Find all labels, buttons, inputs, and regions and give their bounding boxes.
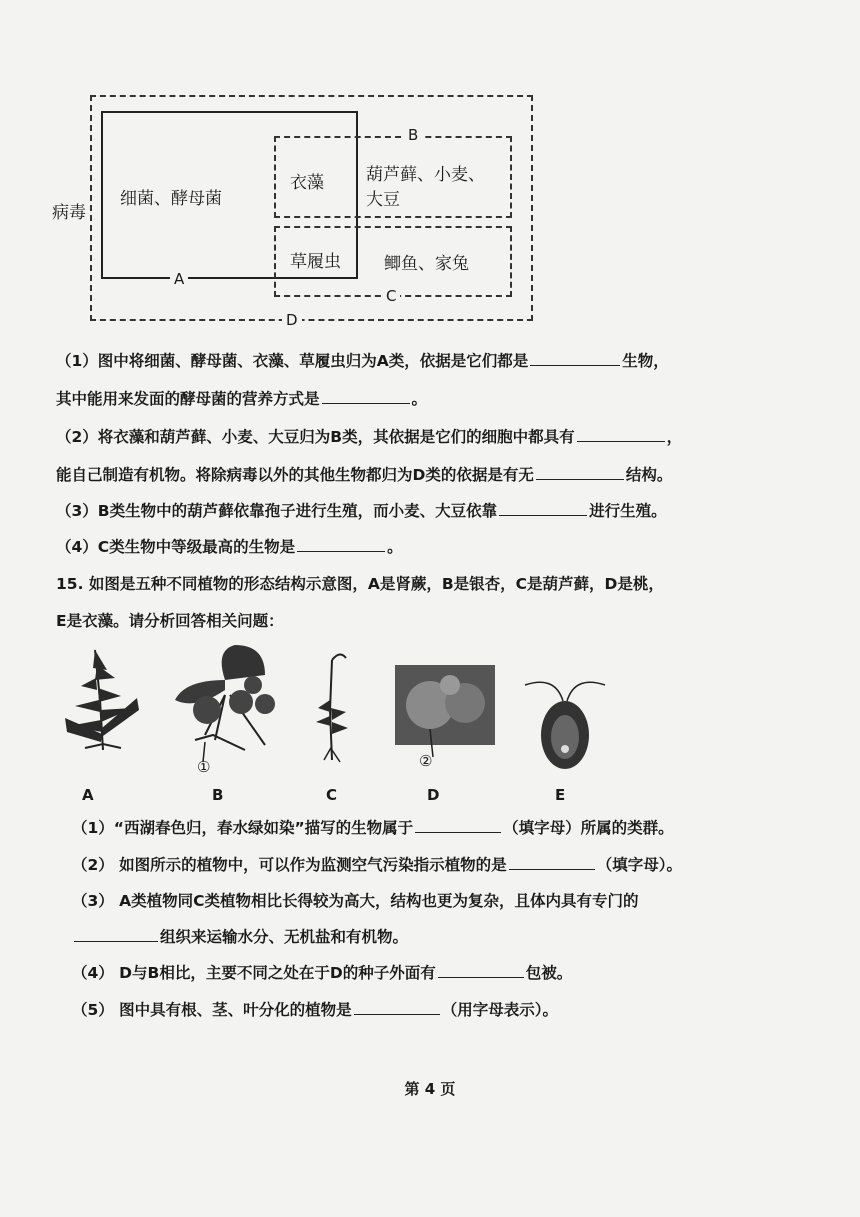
answer-blank[interactable] [438,963,524,978]
answer-blank[interactable] [297,537,385,552]
answer-blank[interactable] [499,501,587,516]
q15-part3-line2: 组织来运输水分、无机盐和有机物。 [72,925,408,947]
ginkgo-illustration [165,640,285,780]
label-c: C [382,287,400,305]
q14-part2-line2: 能自己制造有机物。将除病毒以外的其他生物都归为D类的依据是有无 结构。 [56,466,673,484]
q15-part1: （1）“西湖春色归，春水绿如染”描写的生物属于 （填字母）所属的类群。 [72,819,674,837]
c-cell-text: 鲫鱼、家兔 [384,254,469,274]
q15-intro-line1: 15. 如图是五种不同植物的形态结构示意图，A是肾蕨，B是银杏，C是葫芦藓，D是桃， [56,575,664,593]
q14-part4: （4）C类生物中等级最高的生物是 。 [56,538,403,556]
page-number: 第 4 页 [404,1080,456,1098]
answer-blank[interactable] [322,389,410,404]
q15-intro-line2: E是衣藻。请分析回答相关问题： [56,612,284,630]
b-cell-text: 葫芦藓、小麦、大豆 [366,165,485,210]
figure-label-d: D [427,786,440,804]
peach-illustration [395,665,495,780]
answer-blank[interactable] [536,465,624,480]
classification-diagram [0,0,860,340]
label-d: D [282,311,302,329]
figure-label-e: E [555,786,566,804]
chlamydomonas-illustration [515,665,625,780]
marker-2: ② [419,752,433,770]
answer-blank[interactable] [354,1000,440,1015]
plant-figure [55,640,635,810]
overlap-ac-text: 草履虫 [290,252,341,272]
q15-part5: （5） 图中具有根、茎、叶分化的植物是 （用字母表示）。 [72,1001,558,1019]
q14-part1-line2: 其中能用来发面的酵母菌的营养方式是 。 [56,390,428,408]
marker-1: ① [197,758,211,776]
figure-label-a: A [82,786,94,804]
answer-blank[interactable] [577,427,665,442]
fern-illustration [55,640,155,755]
overlap-ab-text: 衣藻 [290,173,324,193]
q14-part1-line1: （1）图中将细菌、酵母菌、衣藻、草履虫归为A类，依据是它们都是 生物， [56,352,669,370]
moss-illustration [310,650,360,765]
q14-part3: （3）B类生物中的葫芦藓依靠孢子进行生殖，而小麦、大豆依靠 进行生殖。 [56,502,667,520]
q15-part4: （4） D与B相比，主要不同之处在于D的种子外面有 包被。 [72,964,573,982]
virus-label: 病毒 [52,203,86,223]
answer-blank[interactable] [415,818,501,833]
a-cell-text: 细菌、酵母菌 [120,189,222,209]
answer-blank[interactable] [530,351,620,366]
q15-part2: （2） 如图所示的植物中，可以作为监测空气污染指示植物的是 （填字母）。 [72,856,682,874]
figure-label-c: C [326,786,338,804]
q15-part3-line1: （3） A类植物同C类植物相比长得较为高大，结构也更为复杂，且体内具有专门的 [72,892,639,910]
label-b: B [404,126,422,144]
label-a: A [170,270,188,288]
figure-label-b: B [212,786,224,804]
answer-blank[interactable] [509,855,595,870]
q14-part2-line1: （2）将衣藻和葫芦藓、小麦、大豆归为B类，其依据是它们的细胞中都具有 ， [56,428,683,446]
answer-blank[interactable] [74,927,158,942]
